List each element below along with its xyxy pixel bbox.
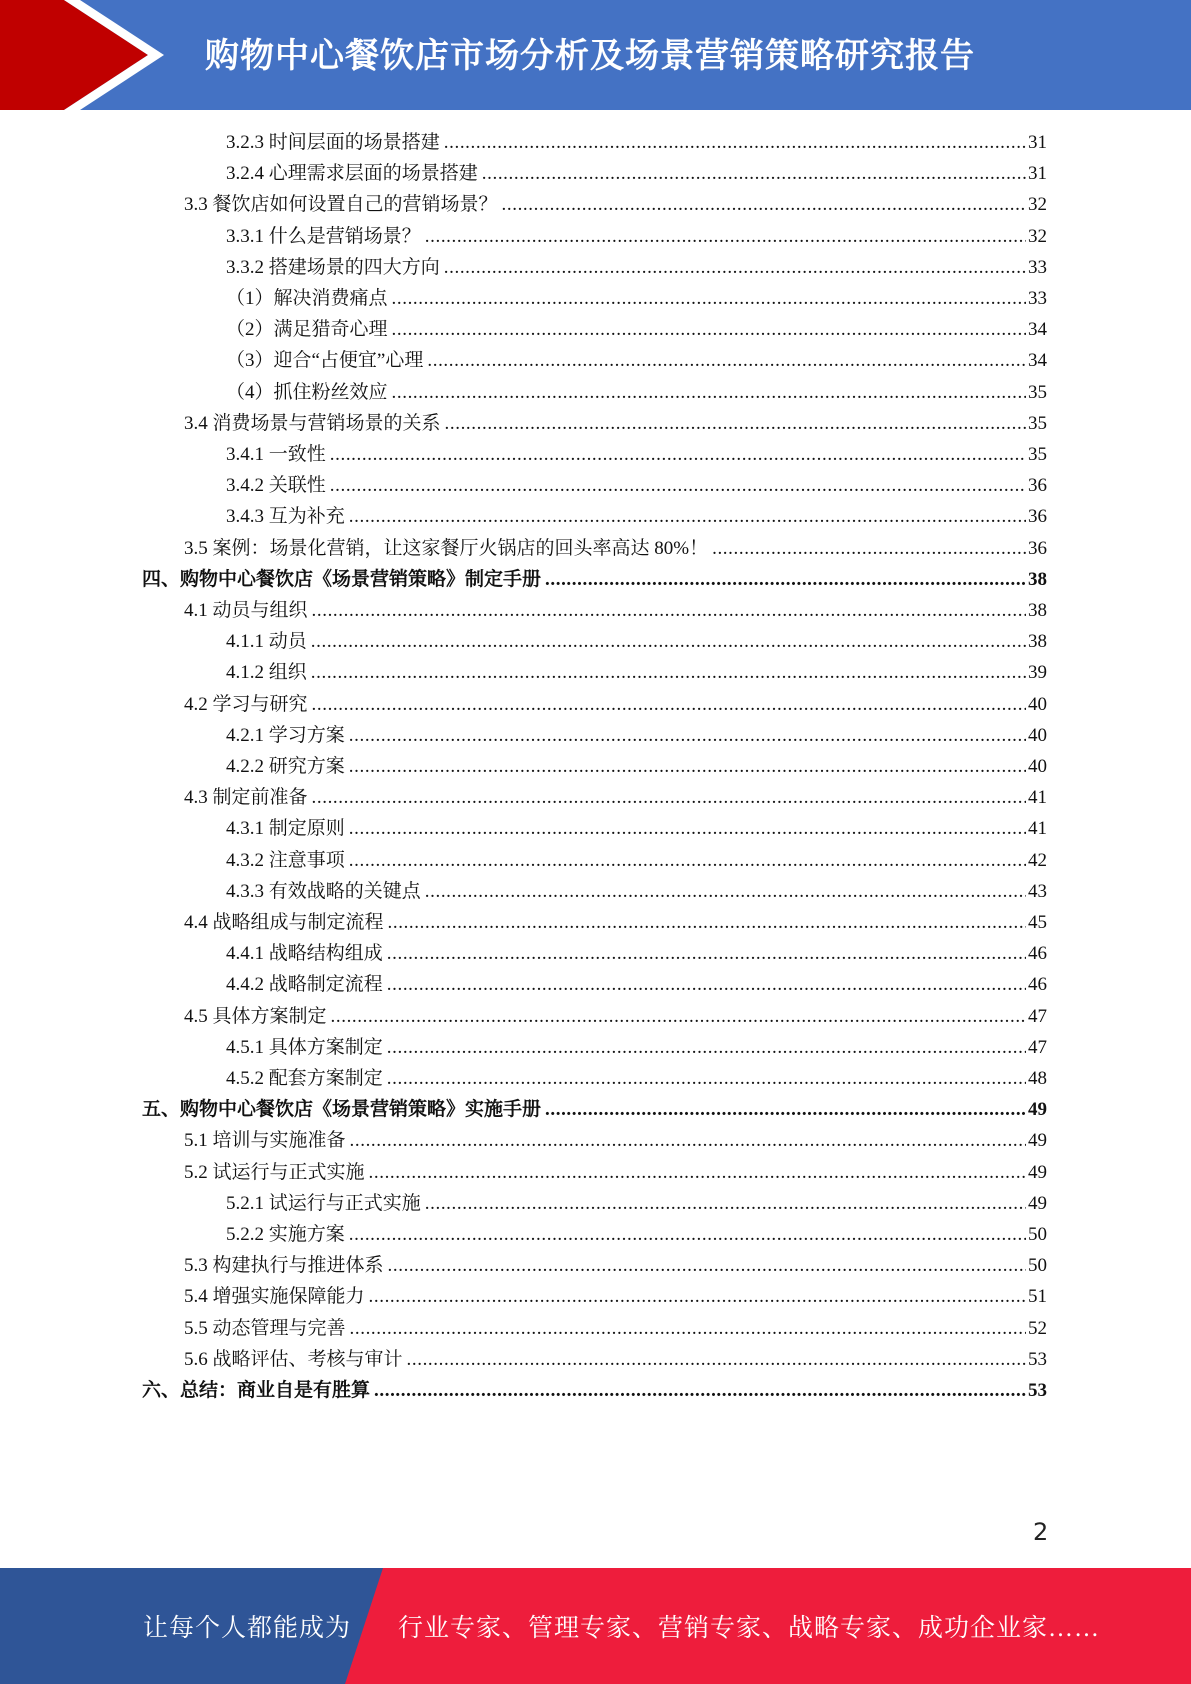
toc-entry[interactable]: [226, 314, 1047, 345]
toc-entry-page: 36: [1028, 538, 1047, 559]
toc-entry-page: 48: [1028, 1068, 1047, 1089]
toc-dot-leader: [312, 595, 1026, 626]
page-header: [0, 0, 1191, 110]
toc-entry-label: 六、总结：商业自是有胜算: [142, 1380, 371, 1401]
toc-entry-label: 4.3.2 注意事项: [226, 850, 345, 871]
toc-entry-page: 46: [1028, 974, 1047, 995]
toc-entry[interactable]: [184, 1125, 1047, 1156]
toc-entry-label: 3.3.1 什么是营销场景？: [226, 226, 421, 247]
toc-dot-leader: [425, 1188, 1026, 1219]
page-footer: [0, 1568, 1191, 1684]
toc-entry[interactable]: [184, 1250, 1047, 1281]
footer-slogan-left: 让每个人都能成为: [143, 1615, 352, 1642]
toc-entry-label: 4.2.2 研究方案: [226, 756, 345, 777]
toc-entry-label: 4.2.1 学习方案: [226, 725, 345, 746]
toc-dot-leader: [387, 1063, 1026, 1094]
toc-entry[interactable]: [142, 564, 1047, 595]
toc-dot-leader: [349, 501, 1026, 532]
toc-entry-label: 3.4.1 一致性: [226, 444, 326, 465]
toc-entry-page: 40: [1028, 725, 1047, 746]
toc-entry[interactable]: [226, 158, 1047, 189]
toc-dot-leader: [392, 377, 1026, 408]
toc-entry-label: 5.4 增强实施保障能力: [184, 1286, 365, 1307]
toc-dot-leader: [388, 907, 1026, 938]
toc-entry[interactable]: [226, 1063, 1047, 1094]
toc-entry-page: 38: [1028, 631, 1047, 652]
toc-dot-leader: [369, 1281, 1026, 1312]
toc-dot-leader: [425, 221, 1026, 252]
toc-entry[interactable]: [184, 1001, 1047, 1032]
toc-entry-label: 4.1.1 动员: [226, 631, 307, 652]
toc-dot-leader: [312, 689, 1026, 720]
toc-dot-leader: [482, 158, 1026, 189]
toc-entry-page: 39: [1028, 662, 1047, 683]
toc-entry-page: 47: [1028, 1037, 1047, 1058]
toc-entry-page: 33: [1028, 257, 1047, 278]
toc-entry-page: 53: [1028, 1349, 1047, 1370]
toc-dot-leader: [445, 408, 1026, 439]
toc-entry[interactable]: [184, 595, 1047, 626]
toc-entry-page: 53: [1028, 1380, 1047, 1401]
toc-entry[interactable]: [184, 1281, 1047, 1312]
toc-dot-leader: [349, 720, 1026, 751]
toc-dot-leader: [312, 782, 1026, 813]
toc-entry-page: 41: [1028, 787, 1047, 808]
toc-dot-leader: [392, 283, 1026, 314]
toc-entry-page: 35: [1028, 382, 1047, 403]
toc-entry[interactable]: [142, 1094, 1047, 1125]
toc-entry-page: 35: [1028, 413, 1047, 434]
toc-entry-page: 43: [1028, 881, 1047, 902]
toc-dot-leader: [374, 1375, 1026, 1406]
toc-entry-page: 50: [1028, 1255, 1047, 1276]
toc-entry[interactable]: [184, 1157, 1047, 1188]
toc-entry-page: 50: [1028, 1224, 1047, 1245]
report-title: 购物中心餐饮店市场分析及场景营销策略研究报告: [205, 36, 975, 76]
toc-entry[interactable]: [226, 845, 1047, 876]
toc-entry[interactable]: [226, 127, 1047, 158]
toc-entry-label: 4.5.2 配套方案制定: [226, 1068, 383, 1089]
toc-entry-page: 36: [1028, 475, 1047, 496]
toc-dot-leader: [330, 439, 1026, 470]
toc-entry-page: 49: [1028, 1099, 1047, 1120]
toc-entry[interactable]: [226, 221, 1047, 252]
toc-entry-page: 32: [1028, 194, 1047, 215]
toc-entry-page: 36: [1028, 506, 1047, 527]
toc-entry[interactable]: [226, 1219, 1047, 1250]
toc-entry[interactable]: [184, 408, 1047, 439]
toc-entry-page: 32: [1028, 226, 1047, 247]
toc-entry-label: 5.2.1 试运行与正式实施: [226, 1193, 421, 1214]
toc-entry[interactable]: [184, 1313, 1047, 1344]
toc-entry-page: 33: [1028, 288, 1047, 309]
toc-dot-leader: [350, 1125, 1026, 1156]
toc-dot-leader: [444, 127, 1026, 158]
toc-entry[interactable]: [226, 377, 1047, 408]
toc-dot-leader: [349, 813, 1026, 844]
toc-entry-label: 3.2.4 心理需求层面的场景搭建: [226, 163, 478, 184]
toc-entry-label: 4.5 具体方案制定: [184, 1006, 327, 1027]
toc-entry-page: 52: [1028, 1318, 1047, 1339]
toc-entry[interactable]: [184, 907, 1047, 938]
toc-entry-label: 3.4.3 互为补充: [226, 506, 345, 527]
toc-entry-label: （2）满足猎奇心理: [226, 319, 388, 340]
toc-entry-page: 49: [1028, 1130, 1047, 1151]
toc-entry-page: 41: [1028, 818, 1047, 839]
toc-entry-label: 4.4.1 战略结构组成: [226, 943, 383, 964]
toc-entry-label: 4.3.3 有效战略的关键点: [226, 881, 421, 902]
toc-entry-page: 42: [1028, 850, 1047, 871]
toc-entry-label: 4.3 制定前准备: [184, 787, 308, 808]
toc-entry-label: 5.6 战略评估、考核与审计: [184, 1349, 403, 1370]
footer-slogan-right: 行业专家、管理专家、营销专家、战略专家、成功企业家……: [398, 1615, 1101, 1642]
toc-entry-label: 4.5.1 具体方案制定: [226, 1037, 383, 1058]
toc-dot-leader: [369, 1157, 1026, 1188]
toc-entry-label: 3.2.3 时间层面的场景搭建: [226, 132, 440, 153]
toc-entry-label: 4.3.1 制定原则: [226, 818, 345, 839]
toc-entry-page: 40: [1028, 694, 1047, 715]
toc-entry[interactable]: [226, 470, 1047, 501]
toc-entry-page: 34: [1028, 350, 1047, 371]
toc-dot-leader: [444, 252, 1026, 283]
toc-entry-label: 5.2 试运行与正式实施: [184, 1162, 365, 1183]
toc-entry-label: 3.3.2 搭建场景的四大方向: [226, 257, 440, 278]
toc-entry-label: 5.1 培训与实施准备: [184, 1130, 346, 1151]
toc-entry[interactable]: [226, 626, 1047, 657]
toc-entry[interactable]: [226, 813, 1047, 844]
toc-dot-leader: [349, 845, 1026, 876]
toc-entry-label: 5.3 构建执行与推进体系: [184, 1255, 384, 1276]
toc-entry[interactable]: [226, 283, 1047, 314]
toc-dot-leader: [427, 345, 1026, 376]
toc-dot-leader: [331, 1001, 1026, 1032]
toc-entry-label: 五、购物中心餐饮店《场景营销策略》实施手册: [142, 1099, 542, 1120]
toc-dot-leader: [387, 1032, 1026, 1063]
toc-entry-page: 49: [1028, 1193, 1047, 1214]
toc-dot-leader: [311, 626, 1026, 657]
toc-dot-leader: [349, 751, 1026, 782]
toc-entry[interactable]: [226, 969, 1047, 1000]
toc-entry-label: 4.4 战略组成与制定流程: [184, 912, 384, 933]
toc-entry[interactable]: [226, 720, 1047, 751]
toc-entry-label: （4）抓住粉丝效应: [226, 382, 388, 403]
toc-dot-leader: [392, 314, 1026, 345]
toc-dot-leader: [349, 1219, 1026, 1250]
toc-dot-leader: [425, 876, 1026, 907]
toc-entry[interactable]: [226, 876, 1047, 907]
toc-entry-label: 3.5 案例：场景化营销，让这家餐厅火锅店的回头率高达 80%！: [184, 538, 709, 559]
toc-entry-page: 31: [1028, 163, 1047, 184]
toc-dot-leader: [330, 470, 1026, 501]
toc-entry-label: 4.4.2 战略制定流程: [226, 974, 383, 995]
toc-entry-page: 47: [1028, 1006, 1047, 1027]
toc-entry[interactable]: [226, 938, 1047, 969]
toc-entry[interactable]: [226, 751, 1047, 782]
toc-entry-page: 34: [1028, 319, 1047, 340]
toc-entry[interactable]: [184, 1344, 1047, 1375]
toc-entry[interactable]: [184, 782, 1047, 813]
toc-dot-leader: [545, 1094, 1026, 1125]
toc-entry[interactable]: [226, 252, 1047, 283]
toc-entry-label: 4.2 学习与研究: [184, 694, 308, 715]
toc-entry[interactable]: [226, 1032, 1047, 1063]
toc-entry[interactable]: [226, 345, 1047, 376]
toc-entry[interactable]: [142, 1375, 1047, 1406]
toc-entry-label: （1）解决消费痛点: [226, 288, 388, 309]
toc-dot-leader: [350, 1313, 1026, 1344]
toc-entry-page: 38: [1028, 600, 1047, 621]
toc-dot-leader: [712, 533, 1026, 564]
page-number: 2: [1033, 1518, 1049, 1546]
toc-entry-label: 3.3 餐饮店如何设置自己的营销场景？: [184, 194, 498, 215]
toc-entry-page: 31: [1028, 132, 1047, 153]
toc-entry-page: 45: [1028, 912, 1047, 933]
toc-entry-page: 46: [1028, 943, 1047, 964]
toc-entry[interactable]: [226, 439, 1047, 470]
toc-entry-label: （3）迎合“占便宜”心理: [226, 350, 424, 371]
toc-entry-label: 3.4 消费场景与营销场景的关系: [184, 413, 441, 434]
toc-entry[interactable]: [184, 189, 1047, 220]
toc-entry-page: 40: [1028, 756, 1047, 777]
toc-entry[interactable]: [184, 533, 1047, 564]
toc-entry-page: 49: [1028, 1162, 1047, 1183]
toc-dot-leader: [407, 1344, 1026, 1375]
toc-entry-page: 35: [1028, 444, 1047, 465]
toc-entry-label: 4.1 动员与组织: [184, 600, 308, 621]
toc-entry-label: 5.5 动态管理与完善: [184, 1318, 346, 1339]
toc-entry-page: 51: [1028, 1286, 1047, 1307]
toc-dot-leader: [502, 189, 1026, 220]
toc-entry-label: 5.2.2 实施方案: [226, 1224, 345, 1245]
toc-entry[interactable]: [226, 657, 1047, 688]
toc-dot-leader: [311, 657, 1026, 688]
toc-entry-label: 3.4.2 关联性: [226, 475, 326, 496]
toc-entry-label: 四、购物中心餐饮店《场景营销策略》制定手册: [142, 569, 542, 590]
toc-dot-leader: [545, 564, 1026, 595]
toc-entry-page: 38: [1028, 569, 1047, 590]
toc-entry-label: 4.1.2 组织: [226, 662, 307, 683]
toc-entry[interactable]: [226, 501, 1047, 532]
toc-entry[interactable]: [184, 689, 1047, 720]
toc-entry[interactable]: [226, 1188, 1047, 1219]
toc-dot-leader: [388, 1250, 1026, 1281]
toc-dot-leader: [387, 938, 1026, 969]
toc-dot-leader: [387, 969, 1026, 1000]
